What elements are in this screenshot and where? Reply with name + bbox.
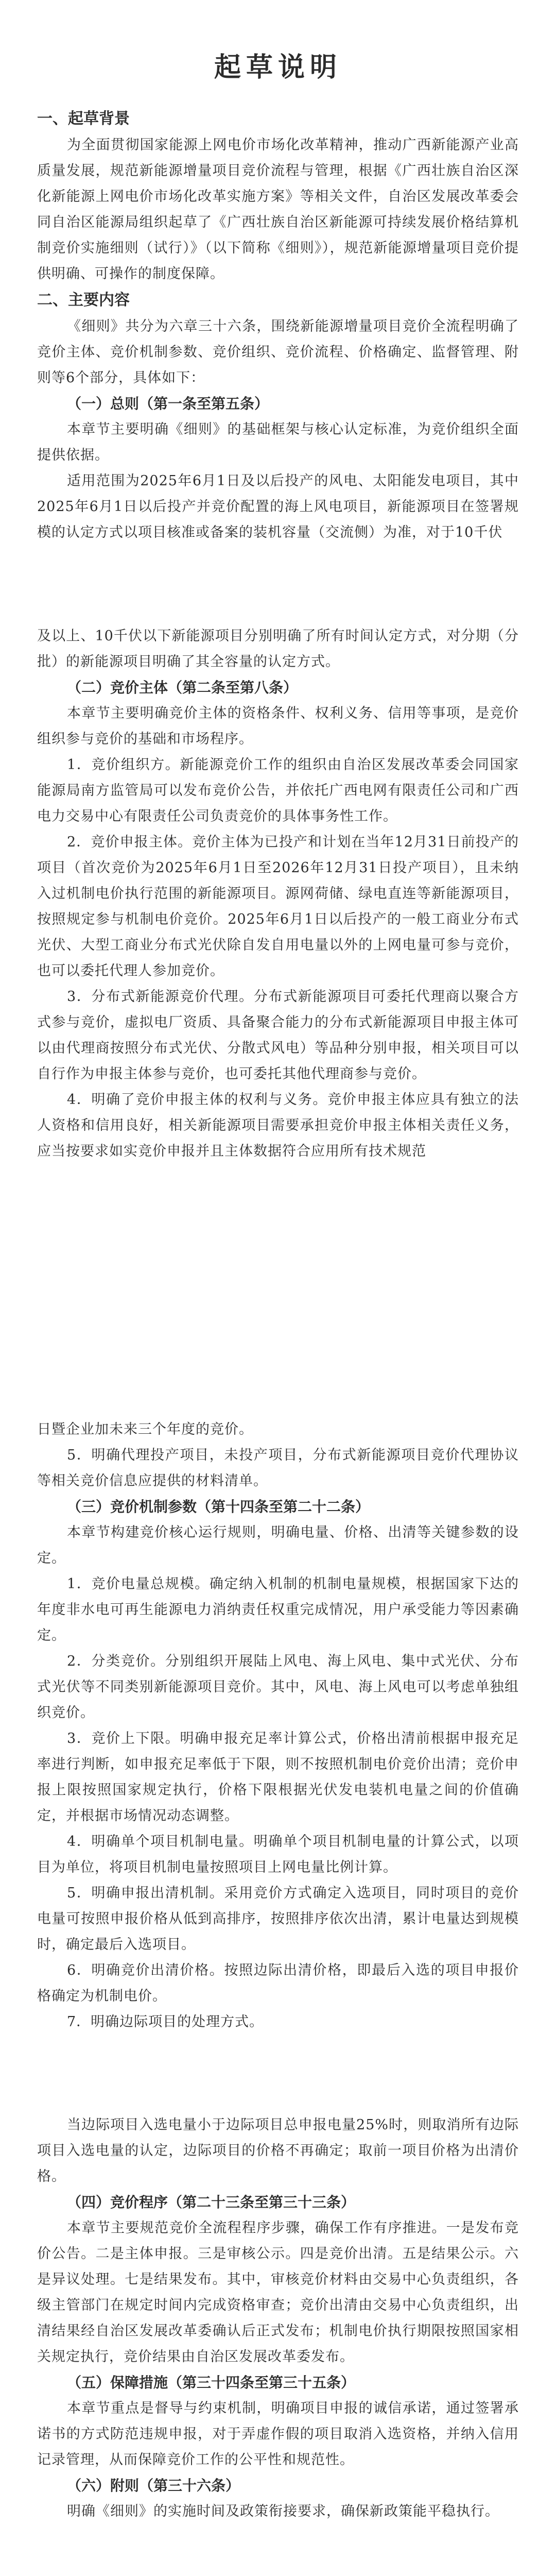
paragraph: 7．明确边际项目的处理方式。 <box>67 2014 264 2030</box>
section-bidding-entity <box>37 623 519 1164</box>
paragraph: 本章节主要规范竞价全流程程序步骤，确保工作有序推进。一是发布竞价公告。二是主体申报。三是审核公示。四是竞价出清。五是结果公示。六是异议处理。七是结果发布。其中，审核竞价材料由交易中心负责组织，各级主管部门在规定时间内完成资格审查；竞价出清由交易中心负责组织，出清结果经自治区发展改革委确认后正式发布；机制电价执行期限按照国家相关规定执行，竞价结果由自治区发展改革委发布。 <box>37 2220 519 2365</box>
paragraph: 明确《细则》的实施时间及政策衔接要求，确保新政策能平稳执行。 <box>67 2503 499 2519</box>
section-mechanism-params <box>37 1417 519 2035</box>
subsection-heading: （四）竞价程序（第二十三条至第三十三条） <box>67 2194 356 2211</box>
paragraph: 4．明确单个项目机制电量。明确单个项目机制电量的计算公式，以项目为单位，将项目机制电量按照项目上网电量比例计算。 <box>37 1834 519 1875</box>
paragraph: 1．竞价组织方。新能源竞价工作的组织由自治区发展改革委会同国家能源局南方监管局可以发布竞价公告，并依托广西电网有限责任公司和广西电力交易中心有限责任公司负责竞价的具体事务性工作。 <box>37 757 519 824</box>
paragraph: 《细则》共分为六章三十六条，围绕新能源增量项目竞价全流程明确了竞价主体、竞价机制参数、竞价组织、竞价流程、价格确定、监督管理、附则等6个部分，具体如下： <box>37 318 519 386</box>
paragraph: 3．分布式新能源竞价代理。分布式新能源项目可委托代理商以聚合方式参与竞价，虚拟电厂资质、具备聚合能力的分布式新能源项目申报主体可以由代理商按照分布式光伏、分散式风电）等品种分别申报，相关项目可以自行作为申报主体参与竞价，也可委托其他代理商参与竞价。 <box>37 989 519 1082</box>
section-heading: 一、起草背景 <box>37 110 130 128</box>
paragraph: 4．明确了竞价申报主体的权利与义务。竞价申报主体应具有独立的法人资格和信用良好，相关新能源项目需要承担竞价申报主体相关责任义务，应当按要求如实竞价申报并且主体数据符合应用所有技术规范 <box>37 1092 519 1159</box>
paragraph: 为全面贯彻国家能源上网电价市场化改革精神，推动广西新能源产业高质量发展，规范新能源增量项目竞价流程与管理，根据《广西壮族自治区深化新能源上网电价市场化改革实施方案》等相关文件，自治区发展改革委会同自治区能源局组织起草了《广西壮族自治区新能源可持续发展价格结算机制竞价实施细则（试行）》（以下简称《细则》），规范新能源增量项目竞价提供明确、可操作的制度保障。 <box>37 137 519 282</box>
paragraph: 2．竞价申报主体。竞价主体为已投产和计划在当年12月31日前投产的项目（首次竞价为2025年6月1日至2026年12月31日投产项目），且未纳入过机制电价执行范围的新能源项目。源网荷储、绿电直连等新能源项目，按照规定参与机制电价竞价。2025年6月1日以后投产的一般工商业分布式光伏、大型工商业分布式光伏除自发自用电量以外的上网电量可参与竞价，也可以委托代理人参加竞价。 <box>37 834 519 979</box>
paragraph: 1．竞价电量总规模。确定纳入机制的机制电量规模，根据国家下达的年度非水电可再生能源电力消纳责任权重完成情况，用户承受能力等因素确定。 <box>37 1576 519 1643</box>
paragraph: 3．竞价上下限。明确申报充足率计算公式，价格出清前根据申报充足率进行判断，如申报充足率低于下限，则不按照机制电价竞价出清；竞价申报上限按照国家规定执行，价格下限根据光伏发电装机电量之间的价值确定，并根据市场情况动态调整。 <box>37 1731 519 1824</box>
section-background <box>37 106 519 546</box>
document-title: 起草说明 <box>214 52 342 83</box>
paragraph: 日暨企业加未来三个年度的竞价。 <box>37 1421 253 1437</box>
paragraph: 本章节构建竞价核心运行规则，明确电量、价格、出清等关键参数的设定。 <box>37 1524 519 1566</box>
subsection-heading: （三）竞价机制参数（第十四条至第二十二条） <box>67 1498 370 1515</box>
paragraph: 本章节重点是督导与约束机制，明确项目申报的诚信承诺，通过签署承诺书的方式防范违规申报，对于弄虚作假的项目取消入选资格，并纳入信用记录管理，从而保障竞价工作的公平性和规范性。 <box>37 2400 519 2468</box>
subsection-heading: （二）竞价主体（第二条至第八条） <box>67 679 298 696</box>
paragraph: 及以上、10千伏以下新能源项目分别明确了所有时间认定方式，对分期（分批）的新能源项目明确了其全容量的认定方式。 <box>37 628 519 670</box>
paragraph: 5．明确代理投产项目，未投产项目，分布式新能源项目竞价代理协议等相关竞价信息应提供的材料清单。 <box>37 1447 519 1489</box>
section-heading: 二、主要内容 <box>37 291 130 309</box>
subsection-heading: （六）附则（第三十六条） <box>67 2477 240 2494</box>
paragraph: 6．明确竞价出清价格。按照边际出清价格，即最后入选的项目申报价格确定为机制电价。 <box>37 1962 519 2004</box>
paragraph: 本章节主要明确竞价主体的资格条件、权利义务、信用等事项，是竞价组织参与竞价的基础和市场程序。 <box>37 705 519 747</box>
subsection-heading: （五）保障措施（第三十四条至第三十五条） <box>67 2374 356 2391</box>
paragraph: 当边际项目入选电量小于边际项目总申报电量25%时，则取消所有边际项目入选电量的认定，边际项目的价格不再确定；取前一项目价格为出清价格。 <box>37 2117 519 2184</box>
paragraph: 适用范围为2025年6月1日及以后投产的风电、太阳能发电项目，其中2025年6月1日以后投产并竞价配置的海上风电项目，新能源项目在签署规模的认定方式以项目核准或备案的装机容量（交流侧）为准，对于10千伏 <box>37 473 519 540</box>
section-procedure <box>37 2112 519 2524</box>
subsection-heading: （一）总则（第一条至第五条） <box>67 395 269 412</box>
paragraph: 2．分类竞价。分别组织开展陆上风电、海上风电、集中式光伏、分布式光伏等不同类别新能源项目竞价。其中，风电、海上风电可以考虑单独组织竞价。 <box>37 1653 519 1721</box>
paragraph: 本章节主要明确《细则》的基础框架与核心认定标准，为竞价组织全面提供依据。 <box>37 421 519 463</box>
paragraph: 5．明确申报出清机制。采用竞价方式确定入选项目，同时项目的竞价电量可按照申报价格从低到高排序，按照排序依次出清，累计电量达到规模时，确定最后入选项目。 <box>37 1885 519 1953</box>
